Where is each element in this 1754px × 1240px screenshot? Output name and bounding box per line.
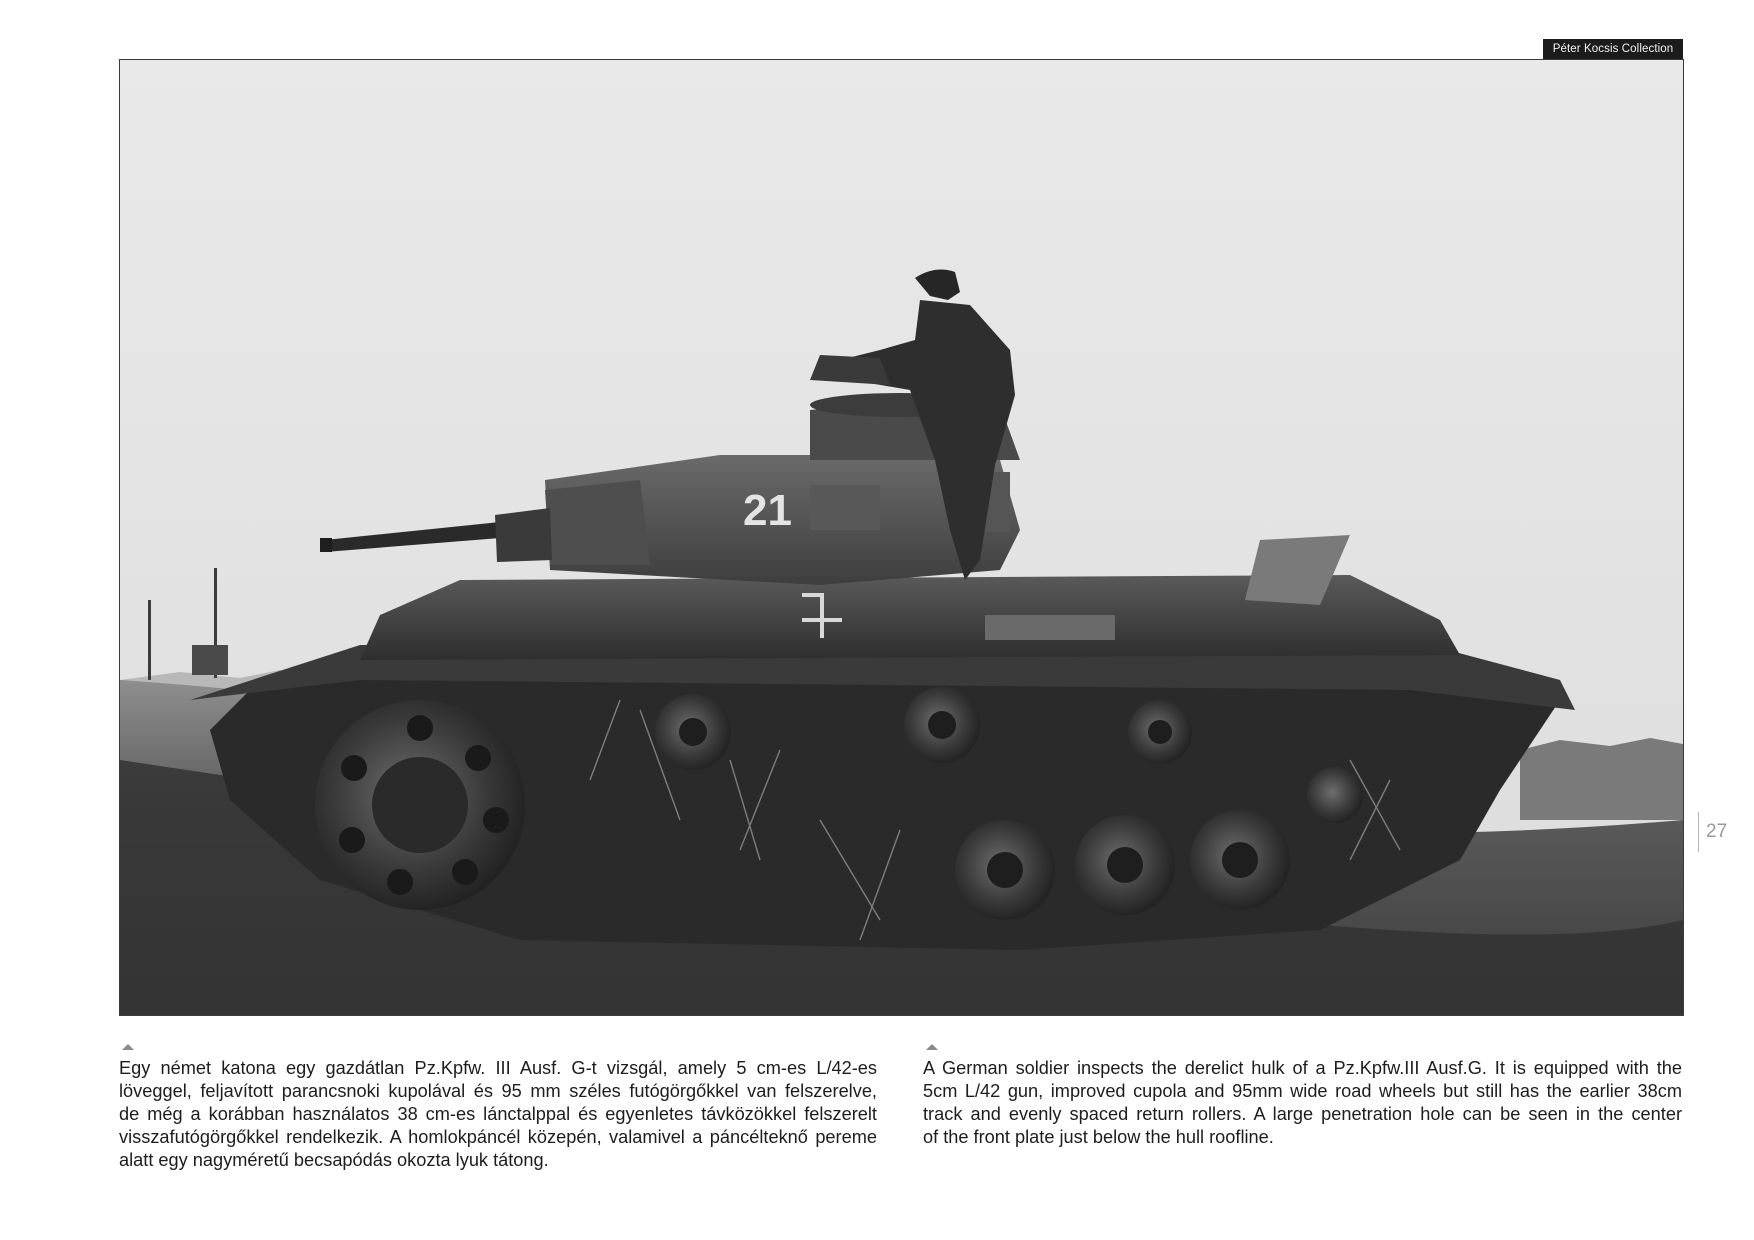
caption-marker-hu-icon <box>122 1044 134 1050</box>
caption-marker-en-icon <box>926 1044 938 1050</box>
caption-en-line: of the front plate just below the hull roofline. <box>923 1127 1274 1147</box>
page-number-rule <box>1698 812 1699 852</box>
tank-photo-illustration <box>120 60 1683 1015</box>
page-number: 27 <box>1706 821 1728 842</box>
caption-hu-line: Egy német katona egy gazdátlan Pz.Kpfw. III Ausf. G-t vizsgál, amely 5 cm-es L/42-es <box>119 1058 877 1078</box>
caption-en-line: track and evenly spaced return rollers. A large penetration hole can be seen in the center <box>923 1104 1682 1124</box>
photo-credit: Péter Kocsis Collection <box>1543 39 1683 59</box>
caption-hungarian <box>119 1057 877 1172</box>
caption-hu-line: visszafutógörgőkkel rendelkezik. A homlokpáncél közepén, valamivel a páncélteknő pereme <box>119 1127 877 1147</box>
caption-hu-line: löveggel, feljavított parancsnoki kupolával és 95 mm széles futógörgőkkel van felszerelve, <box>119 1081 877 1101</box>
caption-en-line: 5cm L/42 gun, improved cupola and 95mm wide road wheels but still has the earlier 38cm <box>923 1081 1682 1101</box>
tank-number-marking: 21 <box>743 486 792 535</box>
caption-en-line: A German soldier inspects the derelict hulk of a Pz.Kpfw.III Ausf.G. It is equipped with the <box>923 1058 1682 1078</box>
caption-hu-line: de még a korábban használatos 38 cm-es lánctalppal és egyenletes távközökkel felszerelt <box>119 1104 877 1124</box>
caption-english <box>923 1057 1682 1149</box>
page-number-block <box>1698 812 1727 852</box>
photo <box>119 59 1684 1016</box>
caption-hu-line: alatt egy nagyméretű becsapódás okozta lyuk tátong. <box>119 1150 549 1170</box>
